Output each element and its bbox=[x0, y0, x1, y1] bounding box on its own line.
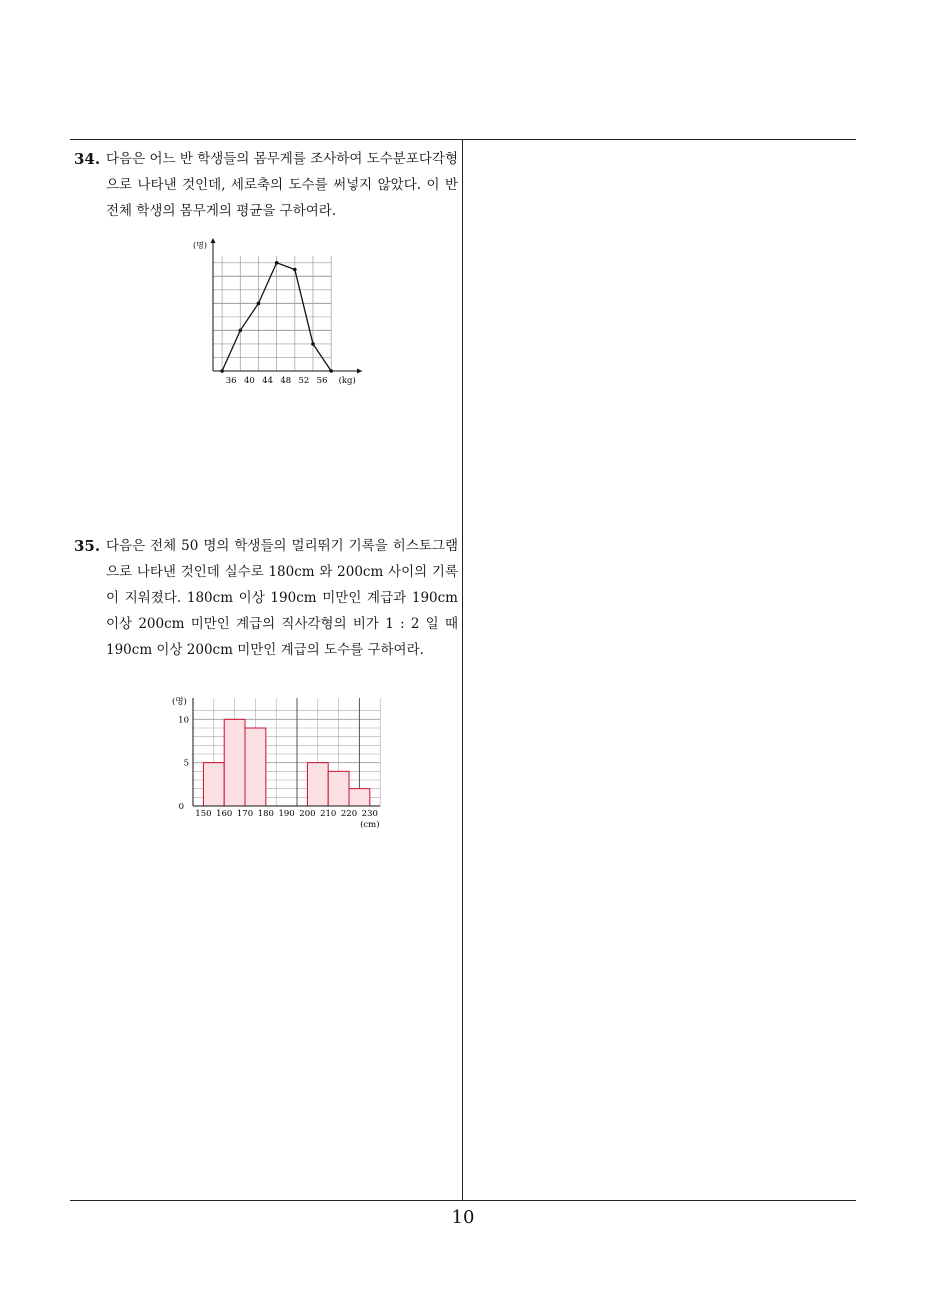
x-tick-label: 56 bbox=[316, 376, 328, 386]
y-axis-label: (명) bbox=[172, 697, 187, 707]
problem-number: 35. bbox=[74, 537, 101, 555]
data-point bbox=[311, 342, 315, 346]
frequency-polygon-chart bbox=[188, 232, 378, 392]
x-axis-unit: (kg) bbox=[338, 376, 356, 386]
frequency-polygon-figure bbox=[188, 232, 378, 396]
problem-text: 다음은 어느 반 학생들의 몸무게를 조사하여 도수분포다각형으로 나타낸 것인데, 세로축의 도수를 써넣지 않았다. 이 반 전체 학생의 몸무게의 평균을 구하여라. bbox=[106, 151, 458, 219]
page-number: 10 bbox=[451, 1207, 475, 1228]
y-tick-label: 5 bbox=[183, 758, 189, 769]
x-tick-label: 150 bbox=[195, 809, 212, 819]
histogram-chart bbox=[160, 688, 400, 838]
x-tick-label: 160 bbox=[216, 809, 233, 819]
histogram-bar bbox=[224, 719, 245, 806]
histogram-bar bbox=[349, 789, 370, 806]
data-point bbox=[238, 329, 242, 333]
y-tick-label: 10 bbox=[178, 715, 189, 726]
x-tick-label: 40 bbox=[243, 376, 255, 386]
x-tick-label: 220 bbox=[340, 809, 358, 819]
y-axis-label: (명) bbox=[193, 241, 207, 250]
data-point bbox=[220, 369, 224, 373]
data-point bbox=[329, 369, 333, 373]
data-point bbox=[257, 302, 261, 306]
x-axis-unit: (cm) bbox=[360, 820, 380, 830]
x-tick-label: 48 bbox=[280, 376, 292, 386]
problem-35 bbox=[74, 533, 458, 663]
histogram-bar bbox=[245, 728, 266, 806]
x-tick-label: 44 bbox=[262, 376, 273, 386]
data-point bbox=[293, 268, 297, 272]
data-point bbox=[275, 261, 279, 265]
y-tick-label: 0 bbox=[178, 802, 184, 812]
histogram-bar bbox=[203, 763, 224, 806]
histogram-bar bbox=[307, 763, 328, 806]
x-tick-label: 200 bbox=[299, 809, 316, 819]
top-rule bbox=[70, 139, 856, 140]
problem-text: 다음은 전체 50 명의 학생들의 멀리뛰기 기록을 히스토그램으로 나타낸 것인데 실수로 180cm 와 200cm 사이의 기록이 지워졌다. 180cm 이상 190cm 미만인 계급과 190cm 이상 200cm 미만인 계급의 직사각형의 비가 1 : 2 일 때 190cm 이상 200cm 미만인 계급의 도수를 구하여라. bbox=[106, 538, 458, 658]
problem-number: 34. bbox=[74, 150, 101, 168]
problem-34 bbox=[74, 146, 458, 224]
histogram-figure bbox=[160, 688, 400, 842]
x-tick-label: 210 bbox=[320, 809, 337, 819]
histogram-bar bbox=[328, 771, 349, 806]
column-divider bbox=[462, 139, 463, 1201]
x-tick-label: 230 bbox=[361, 809, 378, 819]
x-axis-arrow bbox=[357, 369, 362, 374]
x-tick-label: 170 bbox=[236, 809, 254, 819]
x-tick-label: 190 bbox=[278, 809, 295, 819]
y-axis-arrow bbox=[211, 238, 216, 243]
x-tick-label: 180 bbox=[257, 809, 274, 819]
x-tick-label: 52 bbox=[298, 376, 310, 386]
bottom-rule bbox=[70, 1200, 856, 1201]
x-tick-label: 36 bbox=[225, 376, 237, 386]
